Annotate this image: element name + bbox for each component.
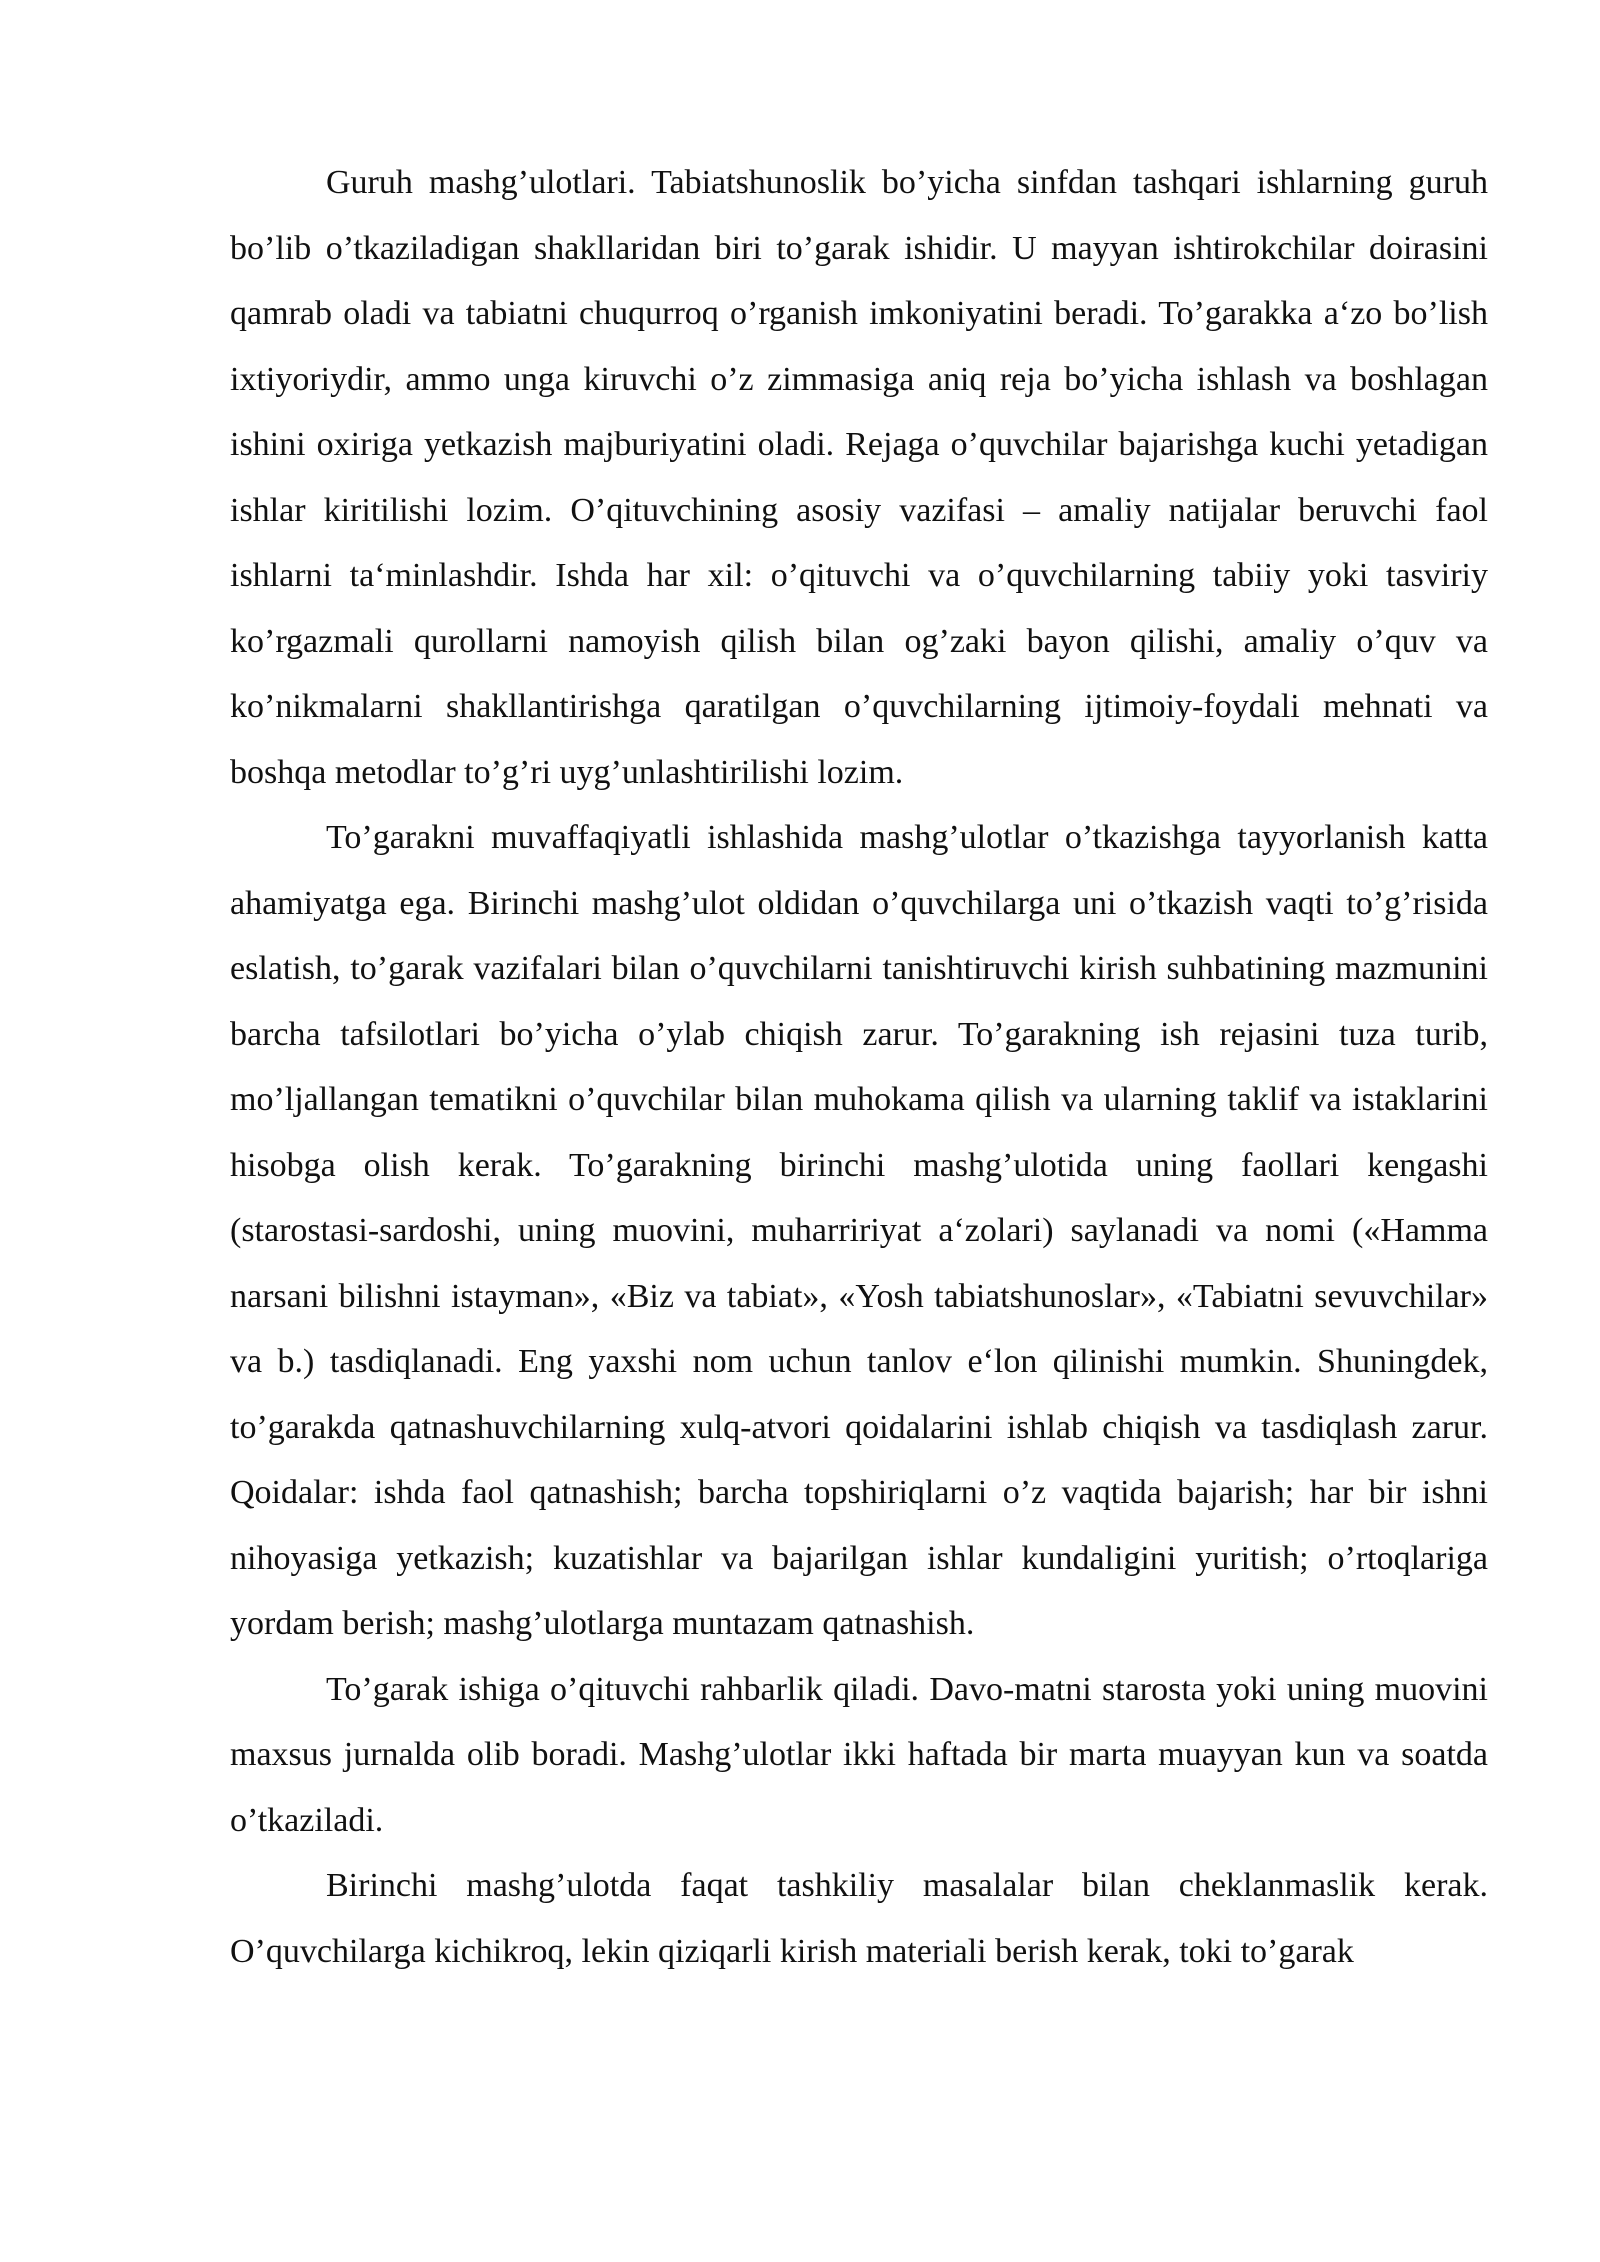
paragraph-4: Birinchi mashg’ulotda faqat tashkiliy masalalar bilan cheklanmaslik kerak. O’quvchilarga kichikroq, lekin qiziqarli kirish materiali berish kerak, toki to’garak: [230, 1867, 1488, 1970]
paragraph-2: To’garakni muvaffaqiyatli ishlashida mashg’ulotlar o’tkazishga tayyorlanish katta ahamiyatga ega. Birinchi mashg’ulot oldidan o’quvchilarga uni o’tkazish vaqti to’g’risida eslatish, to’garak vazifalari bilan o’quvchilarni tanishtiruvchi kirish suhbatining mazmunini barcha tafsilotlari bo’yicha o’ylab chiqish zarur. To’garakning ish rejasini tuza turib, mo’ljallangan tematikni o’quvchilar bilan muhokama qilish va ularning taklif va istaklarini hisobga olish kerak. To’garakning birinchi mashg’ulotida uning faollari kengashi (starostasi-sardoshi, uning muovini, muharririyat a‘zolari) saylanadi va nomi («Hamma narsani bilishni istayman», «Biz va tabiat», «Yosh tabiatshunoslar», «Tabiatni sevuvchilar» va b.) tasdiqlanadi. Eng yaxshi nom uchun tanlov e‘lon qilinishi mumkin. Shuningdek, to’garakda qatnashuvchilarning xulq-atvori qoidalarini ishlab chiqish va tasdiqlash zarur. Qoidalar: ishda faol qatnashish; barcha topshiriqlarni o’z vaqtida bajarish; har bir ishni nihoyasiga yetkazish; kuzatishlar va bajarilgan ishlar kundaligini yuritish; o’rtoqlariga yordam berish; mashg’ulotlarga muntazam qatnashish.: [230, 819, 1488, 1642]
paragraph-1: Guruh mashg’ulotlari. Tabiatshunoslik bo’yicha sinfdan tashqari ishlarning guruh bo’lib o’tkaziladigan shakllaridan biri to’garak ishidir. U mayyan ishtirokchilar doirasini qamrab oladi va tabiatni chuqurroq o’rganish imkoniyatini beradi. To’garakka a‘zo bo’lish ixtiyoriydir, ammo unga kiruvchi o’z zimmasiga aniq reja bo’yicha ishlash va boshlagan ishini oxiriga yetkazish majburiyatini oladi. Rejaga o’quvchilar bajarishga kuchi yetadigan ishlar kiritilishi lozim. O’qituvchining asosiy vazifasi – amaliy natijalar beruvchi faol ishlarni ta‘minlashdir. Ishda har xil: o’qituvchi va o’quvchilarning tabiiy yoki tasviriy ko’rgazmali qurollarni namoyish qilish bilan og’zaki bayon qilishi, amaliy o’quv va ko’nikmalarni shakllantirishga qaratilgan o’quvchilarning ijtimoiy-foydali mehnati va boshqa metodlar to’g’ri uyg’unlashtirilishi lozim.: [230, 164, 1488, 791]
document-body: [230, 150, 1488, 1984]
paragraph-3: To’garak ishiga o’qituvchi rahbarlik qiladi. Davo-matni starosta yoki uning muovini maxsus jurnalda olib boradi. Mashg’ulotlar ikki haftada bir marta muayyan kun va soatda o’tkaziladi.: [230, 1670, 1488, 1839]
